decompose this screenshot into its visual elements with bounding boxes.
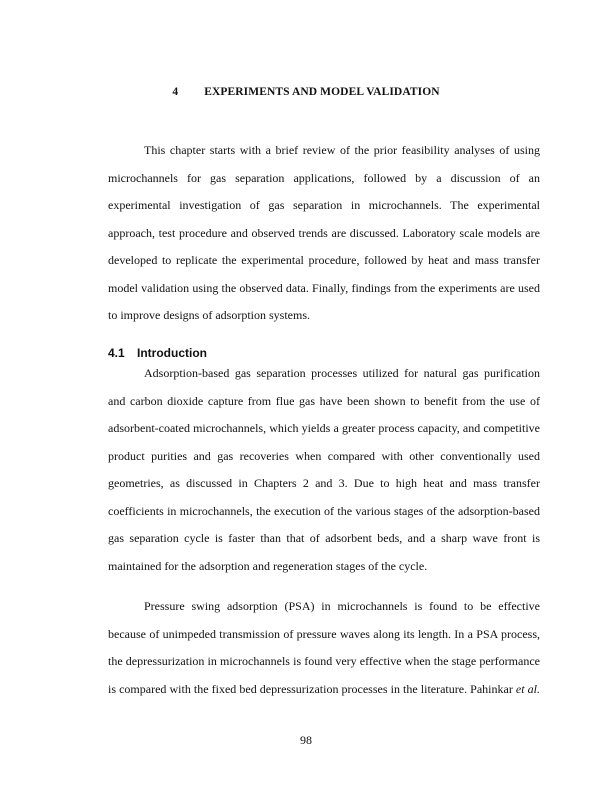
text-line: coefficients in microchannels, the execution of the various stages of the adsorption-based — [108, 504, 540, 518]
chapter-title: EXPERIMENTS AND MODEL VALIDATION — [204, 86, 440, 98]
text-line: gas separation cycle is faster than that of adsorbent beds, and a sharp wave front is — [108, 531, 540, 545]
text-line: microchannels for gas separation applications, followed by a discussion of an — [108, 171, 540, 185]
text-line: adsorbent-coated microchannels, which yields a greater process capacity, and competitive — [108, 421, 540, 435]
section-number: 4.1 — [108, 346, 125, 360]
text-line: product purities and gas recoveries when compared with other conventionally used — [108, 449, 540, 463]
text-line: Pressure swing adsorption (PSA) in microchannels is found to be effective — [144, 599, 540, 613]
text-line-last — [108, 682, 540, 696]
text-line: developed to replicate the experimental procedure, followed by heat and mass transfer — [108, 253, 540, 267]
chapter-heading — [0, 86, 612, 98]
citation-et-al: et al. — [515, 682, 541, 696]
text-line: This chapter starts with a brief review of the prior feasibility analyses of using — [144, 143, 540, 157]
section-heading — [108, 346, 207, 360]
section-title: Introduction — [137, 346, 207, 360]
text-line: model validation using the observed data. Finally, findings from the experiments are used — [108, 281, 540, 295]
text-line: maintained for the adsorption and regeneration stages of the cycle. — [108, 559, 428, 573]
text-line: geometries, as discussed in Chapters 2 and 3. Due to high heat and mass transfer — [108, 476, 540, 490]
chapter-number: 4 — [172, 86, 179, 98]
text-line: Adsorption-based gas separation processes utilized for natural gas purification — [144, 366, 540, 380]
page-number: 98 — [300, 733, 312, 747]
text-line: because of unimpeded transmission of pressure waves along its length. In a PSA process, — [108, 627, 540, 641]
text-line-content: is compared with the fixed bed depressurization processes in the literature. Pahinkar — [108, 682, 513, 696]
text-line: to improve designs of adsorption systems. — [108, 308, 310, 322]
text-line: the depressurization in microchannels is found very effective when the stage performance — [108, 654, 540, 668]
text-line: approach, test procedure and observed trends are discussed. Laboratory scale models are — [108, 226, 540, 240]
text-line: experimental investigation of gas separation in microchannels. The experimental — [108, 198, 540, 212]
text-line: and carbon dioxide capture from flue gas have been shown to benefit from the use of — [108, 394, 540, 408]
